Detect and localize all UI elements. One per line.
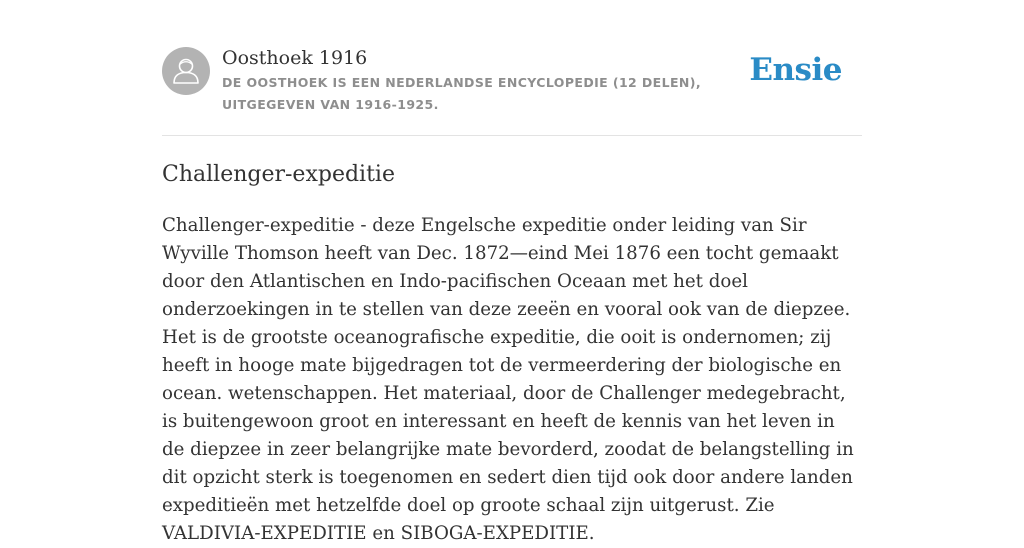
ensie-logo[interactable]: Ensie [749, 52, 842, 88]
source-avatar[interactable] [162, 47, 210, 95]
user-silhouette-icon [162, 47, 210, 95]
source-header [162, 0, 862, 136]
article-body: Challenger-expeditie - deze Engelsche expeditie onder leiding van Sir Wyville Thomson heeft van Dec. 1872—eind Mei 1876 een tocht gemaakt door den Atlantischen en Indo-pacifischen Oceaan met het doel onderzoekingen in te stellen van deze zeeën en vooral ook van de diepzee. Het is de grootste oceanografische expeditie, die ooit is ondernomen; zij heeft in hooge mate bijgedragen tot de vermeerdering der biologische en ocean. wetenschappen. Het materiaal, door de Challenger medegebracht, is buitengewoon groot en interessant en heeft de kennis van het leven in de diepzee in zeer belangrijke mate bevorderd, zoodat de belangstelling in dit opzicht sterk is toegenomen en sedert dien tijd ook door andere landen expeditieën met hetzelfde doel op groote schaal zijn uitgerust. Zie VALDIVIA-EXPEDITIE en SIBOGA-EXPEDITIE. [162, 215, 854, 544]
article-title: Challenger-expeditie [162, 162, 395, 187]
source-name[interactable]: Oosthoek 1916 [222, 47, 368, 69]
page-content [162, 0, 862, 544]
source-description: DE OOSTHOEK IS EEN NEDERLANDSE ENCYCLOPEDIE (12 DELEN), UITGEGEVEN VAN 1916-1925. [222, 75, 702, 112]
